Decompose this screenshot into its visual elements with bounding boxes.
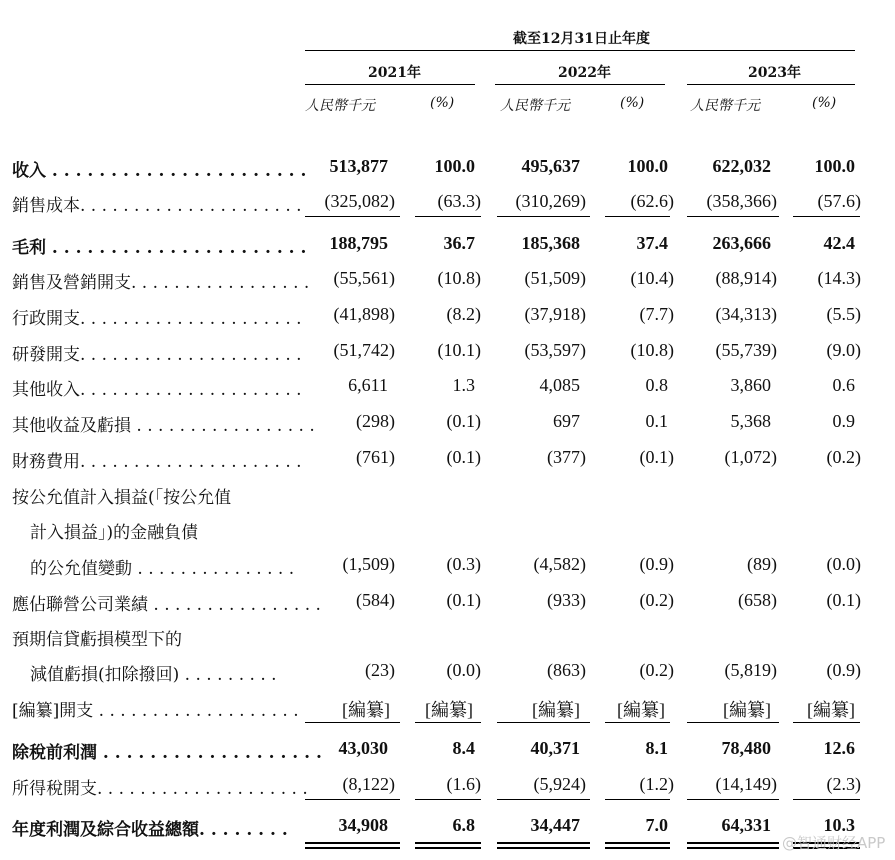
cell-fin-2022-pct: (0.1) [639,447,674,467]
cell-assoc-2023-pct: (0.1) [826,590,861,610]
year-2021: 2021年 [368,65,421,81]
unit-pct-2023: (%) [812,95,837,111]
subtotal-rule3-2021-amt [305,799,400,800]
cell-ogl-2022-pct: 0.1 [645,411,668,431]
cell-cos-2023-pct: (57.6) [817,191,861,211]
row-label-finance-costs: 財務費用. . . . . . . . . . . . . . . . . . . . . [12,452,302,472]
cell-ogl-2021-pct: (0.1) [446,411,481,431]
total-double-rule-2021-pct-b [415,847,481,849]
cell-tax-2022-pct: (1.2) [639,774,674,794]
cell-tax-2023-amt: (14,149) [715,774,777,794]
cell-assoc-2022-pct: (0.2) [639,590,674,610]
cell-assoc-2021-pct: (0.1) [446,590,481,610]
cell-pfy-2021-amt: 34,908 [338,815,388,835]
year-rule-2021 [305,84,475,85]
cell-fvtpl-2021-amt: (1,509) [342,554,395,574]
cell-fin-2022-amt: (377) [547,447,586,467]
cell-gp-2023-pct: 42.4 [823,233,855,253]
cell-rnd-2023-amt: (55,739) [715,340,777,360]
cell-revenue-2022-pct: 100.0 [627,156,668,176]
total-double-rule-2021-amt-a [305,842,400,844]
cell-sell-2022-amt: (51,509) [524,268,586,288]
cell-pbt-2023-pct: 12.6 [823,738,855,758]
cell-revenue-2023-amt: 622,032 [712,156,771,176]
cell-admin-2021-pct: (8.2) [446,304,481,324]
subtotal-rule-2023-amt [687,216,779,217]
cell-oinc-2022-amt: 4,085 [539,375,580,395]
row-label-gross-profit: 毛利 . . . . . . . . . . . . . . . . . . . . . . [12,238,307,258]
cell-rnd-2022-pct: (10.8) [630,340,674,360]
cell-pfy-2022-amt: 34,447 [530,815,580,835]
row-label-other-gains-losses: 其他收益及虧損 . . . . . . . . . . . . . . . . . [12,416,315,436]
row-label-selling-expenses: 銷售及營銷開支. . . . . . . . . . . . . . . . . [12,273,310,293]
cell-ogl-2021-amt: (298) [356,411,395,431]
cell-assoc-2022-amt: (933) [547,590,586,610]
cell-cos-2023-amt: (358,366) [706,191,777,211]
cell-redacted-2022-amt: [編纂] [532,700,580,720]
header-rule [305,50,855,51]
subtotal-rule3-2022-pct [605,799,670,800]
subtotal-rule2-2022-pct [605,722,670,723]
total-double-rule-2021-amt-b [305,847,400,849]
cell-oinc-2023-pct: 0.6 [832,375,855,395]
cell-cos-2022-amt: (310,269) [515,191,586,211]
cell-redacted-2021-pct: [編纂] [425,700,473,720]
cell-assoc-2021-amt: (584) [356,590,395,610]
watermark-text: @智通财经APP [782,834,886,852]
row-label-rnd-expenses: 研發開支. . . . . . . . . . . . . . . . . . . . . [12,345,302,365]
cell-sell-2022-pct: (10.4) [630,268,674,288]
cell-pbt-2022-amt: 40,371 [530,738,580,758]
cell-ecl-2021-pct: (0.0) [446,660,481,680]
cell-fvtpl-2023-amt: (89) [747,554,777,574]
total-double-rule-2023-amt-a [687,842,779,844]
row-label-ecl-line1: 預期信貸虧損模型下的 [12,630,182,650]
row-label-fvtpl-line3: 的公允值變動 . . . . . . . . . . . . . . . [30,559,295,579]
cell-sell-2023-amt: (88,914) [715,268,777,288]
cell-admin-2023-pct: (5.5) [826,304,861,324]
row-label-ecl-line2: 減值虧損(扣除撥回) . . . . . . . . . [30,665,277,685]
cell-admin-2022-pct: (7.7) [639,304,674,324]
unit-pct-2022: (%) [620,95,645,111]
row-label-profit-for-year: 年度利潤及綜合收益總額. . . . . . . . [12,820,288,840]
row-label-profit-before-tax: 除稅前利潤 . . . . . . . . . . . . . . . . . . . [12,743,322,763]
total-double-rule-2022-pct-b [605,847,670,849]
cell-fin-2023-amt: (1,072) [724,447,777,467]
subtotal-rule3-2022-amt [497,799,590,800]
cell-fvtpl-2022-pct: (0.9) [639,554,674,574]
unit-rmb-2021: 人民幣千元 [305,98,375,114]
cell-cos-2022-pct: (62.6) [630,191,674,211]
cell-fvtpl-2022-amt: (4,582) [533,554,586,574]
cell-tax-2022-amt: (5,924) [533,774,586,794]
cell-gp-2022-amt: 185,368 [521,233,580,253]
row-label-income-tax: 所得稅開支. . . . . . . . . . . . . . . . . . . . [12,779,308,799]
cell-pbt-2021-pct: 8.4 [452,738,475,758]
cell-pbt-2023-amt: 78,480 [721,738,771,758]
unit-pct-2021: (%) [430,95,455,111]
cell-ecl-2022-pct: (0.2) [639,660,674,680]
cell-gp-2021-amt: 188,795 [329,233,388,253]
row-label-share-of-associates: 應佔聯營公司業績 . . . . . . . . . . . . . . . . [12,595,321,615]
cell-fin-2023-pct: (0.2) [826,447,861,467]
cell-ecl-2023-pct: (0.9) [826,660,861,680]
subtotal-rule3-2023-pct [793,799,860,800]
cell-redacted-2021-amt: [編纂] [342,700,390,720]
row-label-fvtpl-line2: 計入損益」)的金融負債 [30,523,199,543]
subtotal-rule2-2021-pct [415,722,481,723]
cell-ecl-2023-amt: (5,819) [724,660,777,680]
unit-rmb-2023: 人民幣千元 [690,98,760,114]
total-double-rule-2022-amt-b [497,847,590,849]
cell-tax-2021-amt: (8,122) [342,774,395,794]
year-2023: 2023年 [748,65,801,81]
cell-oinc-2022-pct: 0.8 [645,375,668,395]
cell-sell-2023-pct: (14.3) [817,268,861,288]
total-double-rule-2022-pct-a [605,842,670,844]
cell-tax-2023-pct: (2.3) [826,774,861,794]
cell-sell-2021-amt: (55,561) [333,268,395,288]
subtotal-rule2-2023-pct [793,722,860,723]
cell-ecl-2021-amt: (23) [365,660,395,680]
total-double-rule-2022-amt-a [497,842,590,844]
cell-oinc-2023-amt: 3,860 [730,375,771,395]
cell-revenue-2021-pct: 100.0 [434,156,475,176]
row-label-revenue: 收入 . . . . . . . . . . . . . . . . . . . . . . [12,161,307,181]
subtotal-rule-2022-pct [605,216,670,217]
year-rule-2023 [687,84,855,85]
cell-fvtpl-2023-pct: (0.0) [826,554,861,574]
cell-pbt-2021-amt: 43,030 [338,738,388,758]
cell-redacted-2023-amt: [編纂] [723,700,771,720]
cell-oinc-2021-pct: 1.3 [452,375,475,395]
cell-pfy-2023-pct: 10.3 [823,815,855,835]
subtotal-rule2-2023-amt [687,722,779,723]
cell-redacted-2022-pct: [編纂] [617,700,665,720]
row-label-fvtpl-line1: 按公允值計入損益(「按公允值 [12,488,232,508]
subtotal-rule2-2022-amt [497,722,590,723]
cell-ecl-2022-amt: (863) [547,660,586,680]
cell-cos-2021-pct: (63.3) [437,191,481,211]
row-label-admin-expenses: 行政開支. . . . . . . . . . . . . . . . . . . . . [12,309,302,329]
cell-assoc-2023-amt: (658) [738,590,777,610]
total-double-rule-2021-pct-a [415,842,481,844]
cell-ogl-2023-amt: 5,368 [730,411,771,431]
unit-rmb-2022: 人民幣千元 [500,98,570,114]
cell-ogl-2023-pct: 0.9 [832,411,855,431]
row-label-cost-of-sales: 銷售成本. . . . . . . . . . . . . . . . . . . . . [12,196,302,216]
year-rule-2022 [495,84,665,85]
cell-pfy-2022-pct: 7.0 [645,815,668,835]
cell-gp-2022-pct: 37.4 [636,233,668,253]
cell-redacted-2023-pct: [編纂] [807,700,855,720]
cell-tax-2021-pct: (1.6) [446,774,481,794]
cell-gp-2021-pct: 36.7 [443,233,475,253]
cell-pbt-2022-pct: 8.1 [645,738,668,758]
cell-rnd-2021-pct: (10.1) [437,340,481,360]
subtotal-rule2-2021-amt [305,722,400,723]
cell-gp-2023-amt: 263,666 [712,233,771,253]
cell-cos-2021-amt: (325,082) [324,191,395,211]
cell-admin-2021-amt: (41,898) [333,304,395,324]
subtotal-rule-2023-pct [793,216,860,217]
cell-revenue-2021-amt: 513,877 [329,156,388,176]
cell-revenue-2022-amt: 495,637 [521,156,580,176]
cell-revenue-2023-pct: 100.0 [814,156,855,176]
cell-ogl-2022-amt: 697 [553,411,580,431]
cell-fvtpl-2021-pct: (0.3) [446,554,481,574]
subtotal-rule-2021-pct [415,216,481,217]
cell-admin-2022-amt: (37,918) [524,304,586,324]
total-double-rule-2023-amt-b [687,847,779,849]
cell-sell-2021-pct: (10.8) [437,268,481,288]
cell-rnd-2023-pct: (9.0) [826,340,861,360]
cell-oinc-2021-amt: 6,611 [348,375,388,395]
year-2022: 2022年 [558,65,611,81]
cell-pfy-2023-amt: 64,331 [721,815,771,835]
subtotal-rule3-2021-pct [415,799,481,800]
row-label-other-income: 其他收入. . . . . . . . . . . . . . . . . . . . . [12,380,302,400]
cell-pfy-2021-pct: 6.8 [452,815,475,835]
cell-admin-2023-amt: (34,313) [715,304,777,324]
cell-rnd-2022-amt: (53,597) [524,340,586,360]
cell-rnd-2021-amt: (51,742) [333,340,395,360]
row-label-redacted-expenses: [編纂]開支 . . . . . . . . . . . . . . . . . . . [12,701,299,721]
cell-fin-2021-amt: (761) [356,447,395,467]
subtotal-rule-2021-amt [305,216,400,217]
cell-fin-2021-pct: (0.1) [446,447,481,467]
subtotal-rule3-2023-amt [687,799,779,800]
subtotal-rule-2022-amt [497,216,590,217]
period-title: 截至12月31日止年度 [513,31,650,47]
